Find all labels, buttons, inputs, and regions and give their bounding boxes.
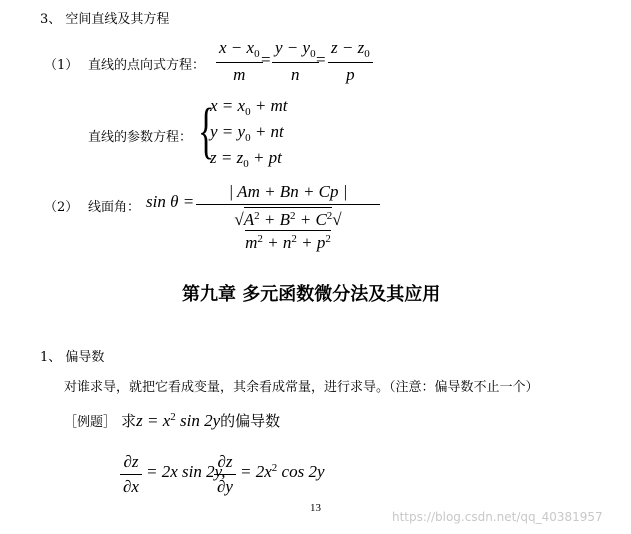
- watermark: https://blog.csdn.net/qq_40381957: [392, 510, 603, 524]
- partial-z-x-result: = 2x sin 2y,: [146, 462, 226, 481]
- item-number: （2）: [44, 200, 79, 215]
- fraction-y: $\frac{y - y_0}{n}$: [272, 38, 319, 85]
- param-eq-x: $x = x_0$ + mt: [210, 96, 288, 118]
- partial-z-y-result: = $2x^2$ cos 2y: [240, 462, 325, 481]
- page-number: 13: [310, 502, 321, 514]
- chapter-title: 第九章 多元函数微分法及其应用: [182, 284, 441, 305]
- partial-z-x: $\frac{\partial z}{\partial x}$: [120, 452, 142, 497]
- partial-z-y: $\frac{\partial z}{\partial y}$: [214, 452, 236, 497]
- equals-sign: =: [261, 50, 271, 69]
- angle-fraction: $\frac{| Am + Bn + Cp |}{√A^2 + B^2 + C^2√m^2 + n^2 + p^2}$: [196, 182, 380, 253]
- param-eq-y: $y = y_0$ + nt: [210, 122, 284, 144]
- parametric-label: 直线的参数方程：: [88, 130, 193, 145]
- description-text: 对谁求导，就把它看成变量，其余看成常量，进行求导。（注意：偏导数不止一个）: [64, 380, 539, 395]
- left-brace: {: [198, 97, 215, 165]
- fraction-x: $\frac{x - x_0}{m}$: [216, 38, 263, 85]
- section-title: 3、 空间直线及其方程: [40, 12, 170, 27]
- fraction-z: $\frac{z - z_0}{p}$: [328, 38, 373, 85]
- angle-lhs: sin θ =: [146, 192, 195, 211]
- angle-label: 线面角：: [88, 200, 141, 215]
- section-title: 1、 偏导数: [40, 350, 105, 365]
- equals-sign: =: [316, 50, 326, 69]
- point-direction-label: 直线的点向式方程：: [88, 58, 206, 73]
- example-tag: ［例题］: [64, 415, 117, 430]
- example-line: ［例题］ 求$z = x^2$ sin 2y的偏导数: [64, 411, 281, 430]
- item-number: （1）: [44, 58, 79, 73]
- param-eq-z: $z = z_0$ + pt: [210, 148, 282, 170]
